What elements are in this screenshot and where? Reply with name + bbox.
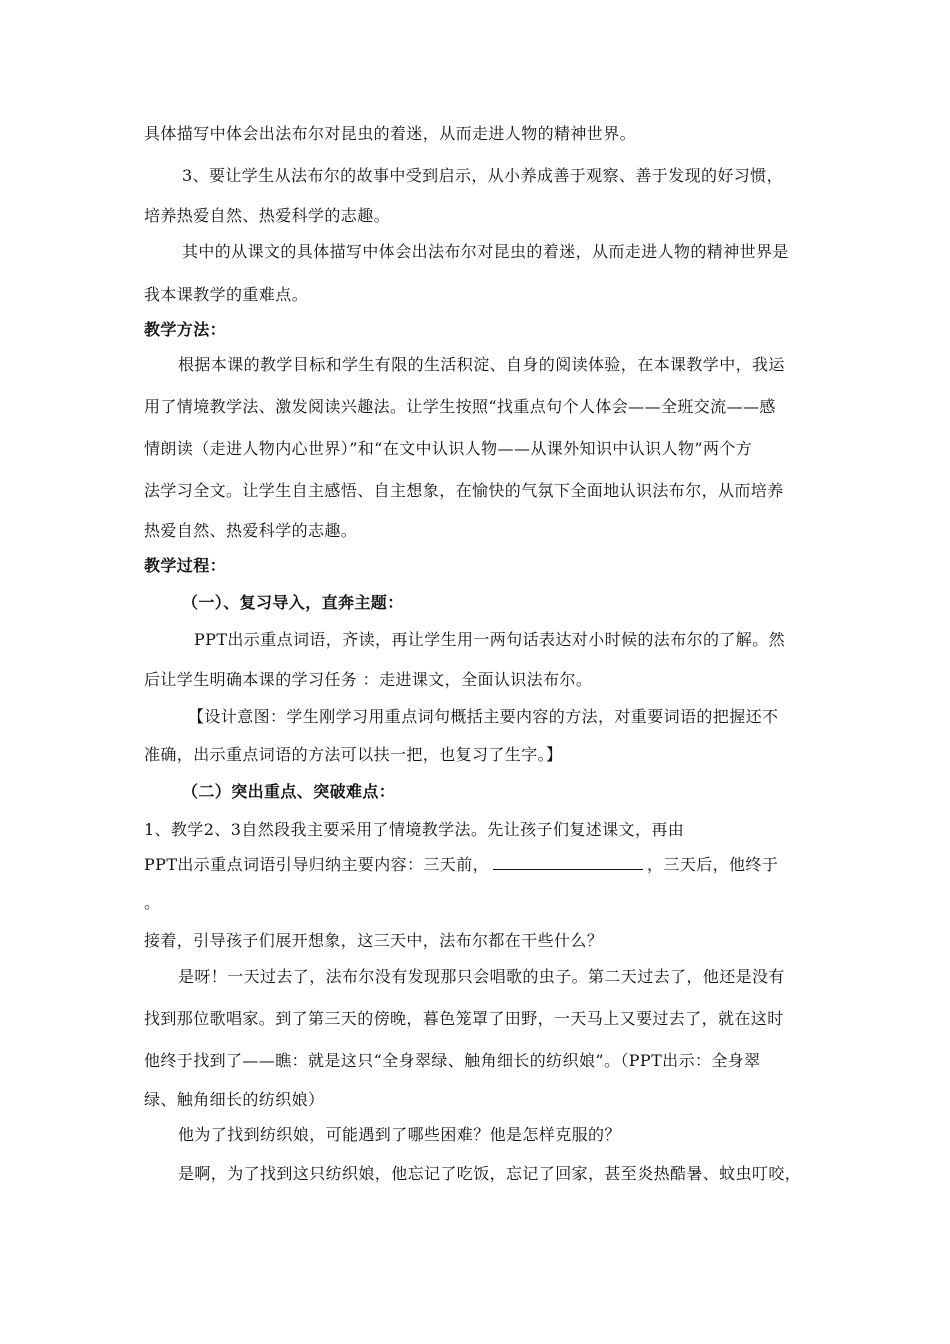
paragraph-line: 。 [144, 893, 161, 912]
fill-in-prefix: PPT出示重点词语引导归纳主要内容：三天前， [144, 855, 490, 874]
fill-in-suffix: ，三天后，他终于 [647, 855, 779, 874]
paragraph-line: 用了情境教学法、激发阅读兴趣法。让学生按照“找重点句个人体会——全班交流——感 [144, 397, 776, 416]
heading-teaching-method: 教学方法： [144, 320, 227, 339]
paragraph-line: 他终于找到了——瞧：就是这只“全身翠绿、触角细长的纺织娘”。（PPT出示：全身翠 [144, 1051, 761, 1070]
paragraph-line: 法学习全文。让学生自主感悟、自主想象，在愉快的气氛下全面地认识法布尔，从而培养 [144, 481, 784, 500]
objective-3-line: 3、要让学生从法布尔的故事中受到启示，从小养成善于观察、善于发现的好习惯， [182, 166, 783, 185]
paragraph-line: 热爱自然、热爱科学的志趣。 [144, 521, 358, 540]
paragraph-line: 培养热爱自然、热爱科学的志趣。 [144, 206, 391, 225]
paragraph-line: 1、教学2、3自然段我主要采用了情境教学法。先让孩子们复述课文，再由 [144, 820, 685, 839]
paragraph-line: 具体描写中体会出法布尔对昆虫的着迷，从而走进人物的精神世界。 [144, 124, 637, 143]
paragraph-line: 找到那位歌唱家。到了第三天的傍晚，暮色笼罩了田野，一天马上又要过去了，就在这时 [144, 1009, 784, 1028]
key-point-line: 其中的从课文的具体描写中体会出法布尔对昆虫的着迷，从而走进人物的精神世界是 [182, 242, 789, 261]
fill-in-blank [493, 855, 643, 870]
paragraph-line: 后让学生明确本课的学习任务 ：走进课文，全面认识法布尔。 [144, 670, 593, 689]
paragraph-line: 他为了找到纺织娘，可能遇到了哪些困难？他是怎样克服的？ [178, 1125, 621, 1144]
heading-teaching-process: 教学过程： [144, 556, 227, 575]
paragraph-line: 是啊，为了找到这只纺织娘，他忘记了吃饭，忘记了回家，甚至炎热酷暑、蚊虫叮咬， [178, 1164, 802, 1183]
paragraph-line: PPT出示重点词语，齐读，再让学生用一两句话表达对小时候的法布尔的了解。然 [194, 630, 786, 649]
paragraph-line: 是呀！一天过去了，法布尔没有发现那只会唱歌的虫子。第二天过去了，他还是没有 [178, 967, 785, 986]
design-intent-line: 准确，出示重点词语的方法可以扶一把，也复习了生字。】 [144, 745, 563, 764]
subheading-review: （一）、复习导入，直奔主题： [182, 593, 404, 612]
paragraph-line: 接着，引导孩子们展开想象，这三天中，法布尔都在干些什么？ [144, 931, 604, 950]
design-intent-line: 【设计意图：学生刚学习用重点词句概括主要内容的方法，对重要词语的把握还不 [188, 707, 779, 726]
paragraph-line: 根据本课的教学目标和学生有限的生活积淀、自身的阅读体验，在本课教学中，我运 [178, 355, 785, 374]
paragraph-line: 绿、触角细长的纺织娘） [144, 1090, 325, 1109]
fill-in-line [144, 855, 778, 875]
subheading-key-points: （二）突出重点、突破难点： [182, 782, 396, 801]
paragraph-line: 情朗读（走进人物内心世界）”和“在文中认识人物——从课外知识中认识人物”两个方 [144, 439, 753, 458]
paragraph-line: 我本课教学的重难点。 [144, 285, 309, 304]
